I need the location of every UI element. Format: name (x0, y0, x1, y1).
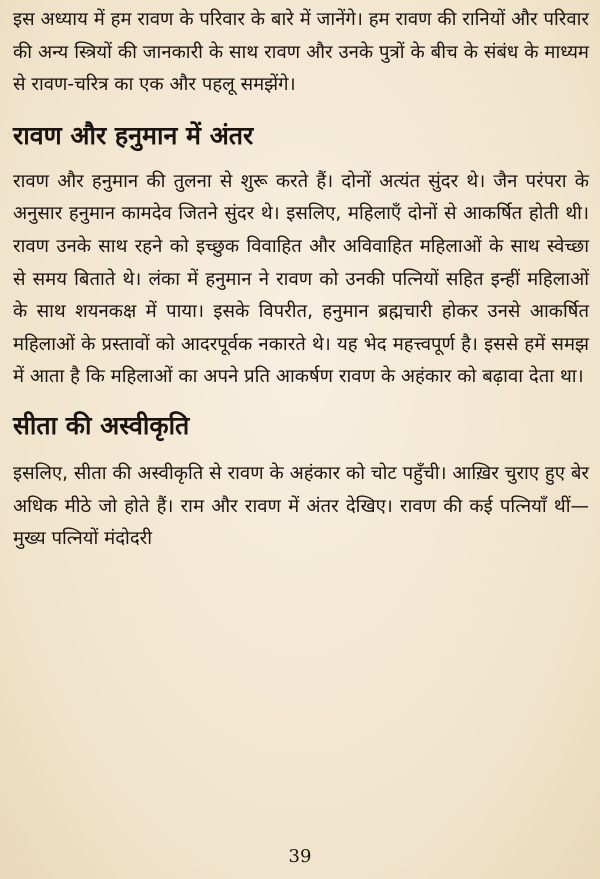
section-paragraph-sita-rejection: इसलिए, सीता की अस्वीकृति से रावण के अहंकार को चोट पहुँची। आख़िर चुराए हुए बेर अधिक मीठे जो होते हैं। राम और रावण में अंतर देखिए। रावण की कई पत्नियाँ थीं—मुख्य पत्नियों मंदोदरी (13, 462, 589, 550)
section-heading-ravana-hanuman: रावण और हनुमान में अंतर (13, 120, 254, 150)
section-paragraph-ravana-hanuman: रावण और हनुमान की तुलना से शुरू करते हैं। दोनों अत्यंत सुंदर थे। जैन परंपरा के अनुसार हनुमान कामदेव जितने सुंदर थे। इसलिए, महिलाएँ दोनों से आकर्षित होती थी। रावण उनके साथ रहने को इच्छुक विवाहित और अविवाहित महिलाओं के साथ स्वेच्छा से समय बिताते थे। लंका में हनुमान ने रावण को उनकी पत्नियों सहित इन्हीं महिलाओं के साथ शयनकक्ष में पाया। इसके विपरीत, हनुमान ब्रह्मचारी होकर उनसे आकर्षित महिलाओं के प्रस्तावों को आदरपूर्वक नकारते थे। यह भेद महत्त्वपूर्ण है। इससे हमें समझ में आता है कि महिलाओं का अपने प्रति आकर्षण रावण के अहंकार को बढ़ावा देता था। (13, 170, 589, 388)
page-content (13, 4, 589, 556)
section-heading-sita-rejection: सीता की अस्वीकृति (13, 410, 190, 440)
page-number: 39 (288, 846, 312, 867)
intro-paragraph: इस अध्याय में हम रावण के परिवार के बारे में जानेंगे। हम रावण की रानियों और परिवार की अन्य स्त्रियों की जानकारी के साथ रावण और उनके पुत्रों के बीच के संबंध के माध्यम से रावण-चरित्र का एक और पहलू समझेंगे। (13, 9, 589, 96)
